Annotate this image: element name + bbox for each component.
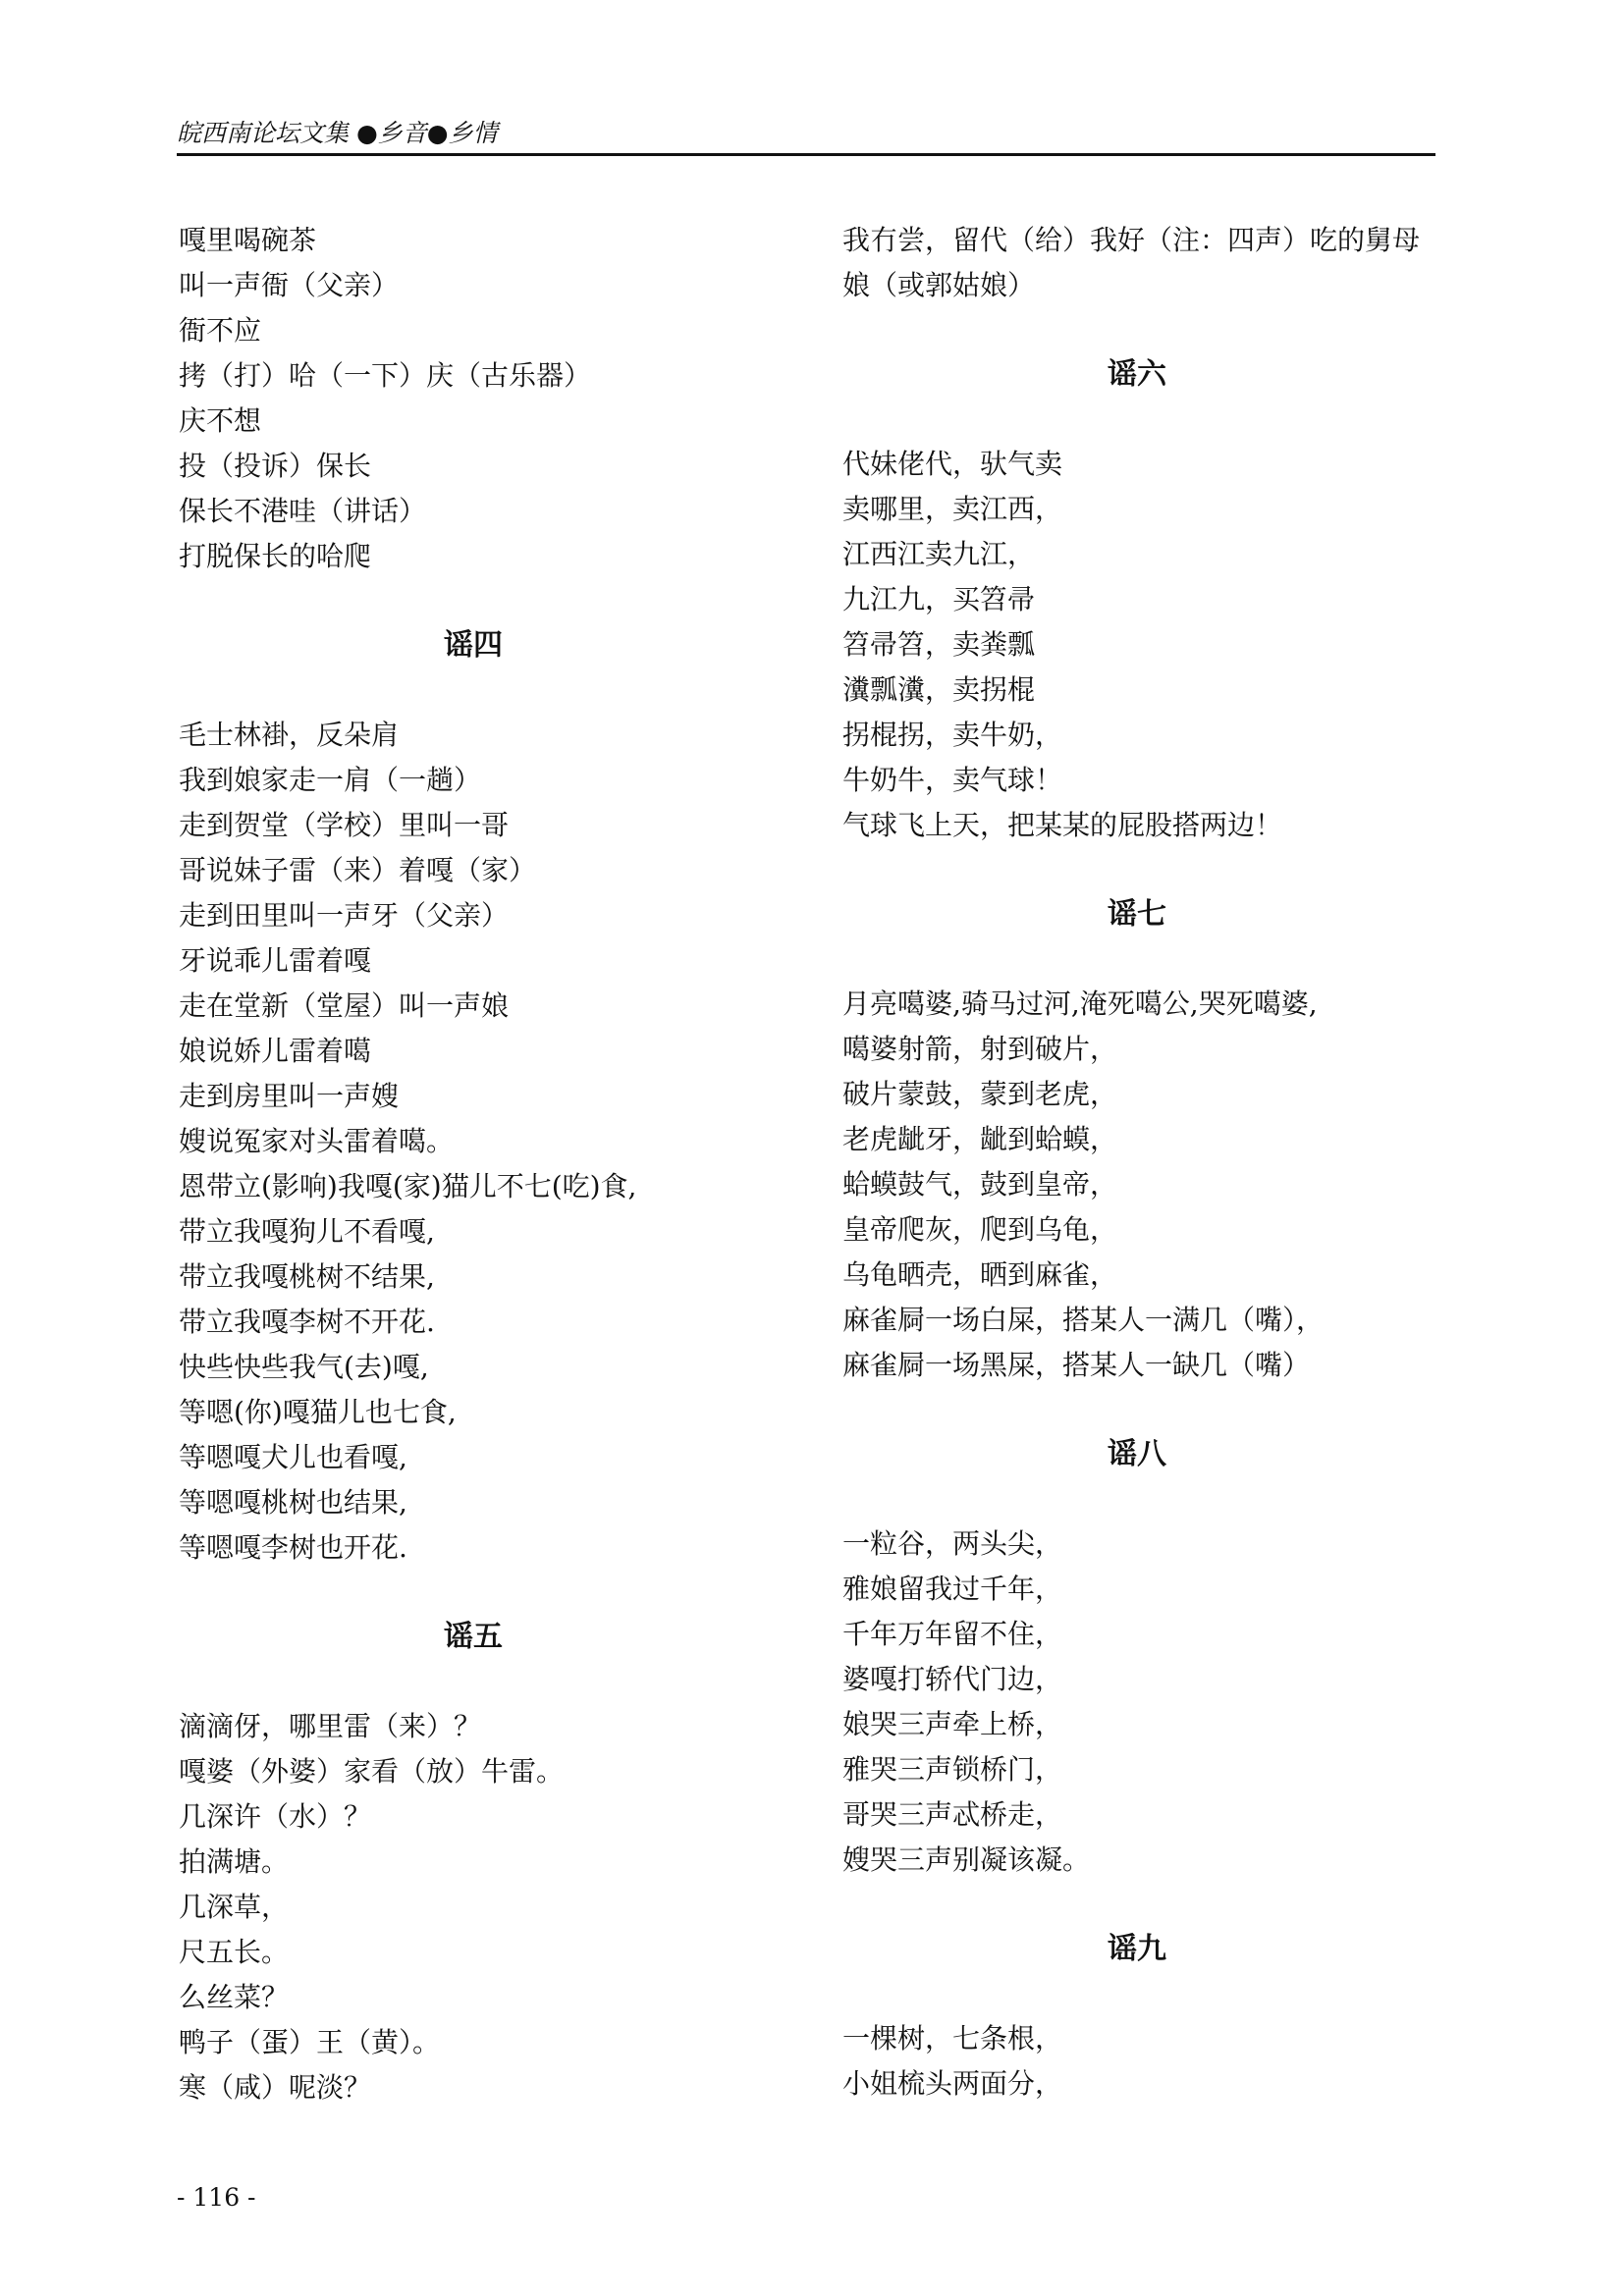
- verse-line: 嘎里喝碗茶: [179, 224, 317, 256]
- verse-line: 我到娘家走一肩（一趟）: [179, 764, 482, 796]
- verse-line: 等嗯嘎桃树也结果,: [179, 1486, 407, 1519]
- page-number: - 116 -: [177, 2183, 256, 2212]
- section-title-5: 谣五: [444, 1620, 503, 1654]
- verse-line: 走到田里叫一声牙（父亲）: [179, 899, 510, 932]
- verse-line: 走在堂新（堂屋）叫一声娘: [179, 989, 510, 1022]
- left-column: [179, 218, 787, 2110]
- verse-line: 保长不港哇（讲话）: [179, 495, 427, 527]
- verse-line: 走到贺堂（学校）里叫一哥: [179, 809, 510, 841]
- verse-line: 嫂哭三声别凝该凝。: [842, 1843, 1091, 1876]
- intro-verse-right: [842, 218, 1451, 308]
- verse-line: 代妹佬代，驮气卖: [842, 448, 1063, 480]
- verse-section-8: [842, 1522, 1451, 1883]
- verse-line: 衙不应: [179, 314, 262, 347]
- verse-line: 娘哭三声牵上桥，: [842, 1708, 1063, 1740]
- section-title-6: 谣六: [1108, 357, 1166, 392]
- verse-line: 么丝菜？: [179, 1981, 290, 2013]
- section-title-9: 谣九: [1108, 1932, 1166, 1966]
- verse-line: 小姐梳头两面分，: [842, 2067, 1063, 2100]
- verse-line: 恩带立(影响)我嘎(家)猫儿不七(吃)食,: [179, 1170, 637, 1202]
- verse-line: 千年万年留不住，: [842, 1618, 1063, 1650]
- verse-line: 一粒谷，两头尖，: [842, 1527, 1063, 1560]
- verse-line: 瀵瓢瀵，卖拐棍: [842, 673, 1036, 706]
- verse-line: 拍满塘。: [179, 1845, 290, 1878]
- verse-line: 带立我嘎狗儿不看嘎,: [179, 1215, 435, 1248]
- verse-line: 蛤蟆鼓气，鼓到皇帝，: [842, 1168, 1118, 1201]
- verse-line: 鸭子（蛋）王（黄）。: [179, 2026, 441, 2058]
- verse-line: 气球飞上天，把某某的屁股搭两边！: [842, 809, 1283, 841]
- verse-line: 皇帝爬灰，爬到乌龟，: [842, 1213, 1118, 1246]
- verse-line: 我冇尝，留代（给）我好（注：四声）吃的舅母: [842, 224, 1421, 256]
- verse-line: 投（投诉）保长: [179, 450, 372, 482]
- verse-line: 叫一声衙（父亲）: [179, 269, 400, 301]
- verse-line: 等嗯(你)嘎猫儿也七食,: [179, 1396, 457, 1428]
- verse-line: 婆嘎打轿代门边，: [842, 1663, 1063, 1695]
- verse-line: 滴滴伢，哪里雷（来）？: [179, 1710, 482, 1742]
- verse-line: 等嗯嘎犬儿也看嘎,: [179, 1441, 407, 1473]
- verse-line: 牙说乖儿雷着嘎: [179, 944, 372, 977]
- verse-line: 九江九，买笤帚: [842, 583, 1036, 615]
- verse-line: 几深许（水）？: [179, 1800, 372, 1833]
- verse-line: 快些快些我气(去)嘎,: [179, 1351, 429, 1383]
- verse-line: 嘎婆（外婆）家看（放）牛雷。: [179, 1755, 565, 1788]
- verse-line: 带立我嘎李树不开花.: [179, 1306, 435, 1338]
- section-title-7: 谣七: [1108, 897, 1166, 932]
- verse-line: 打脱保长的哈爬: [179, 540, 372, 572]
- verse-line: 毛士林褂，反朵肩: [179, 719, 400, 751]
- verse-line: 一棵树，七条根，: [842, 2022, 1063, 2055]
- verse-line: 拷（打）哈（一下）庆（古乐器）: [179, 359, 592, 392]
- verse-section-9: [842, 2016, 1451, 2107]
- verse-line: 噶婆射箭，射到破片，: [842, 1033, 1118, 1065]
- verse-section-4: [179, 713, 787, 1571]
- verse-line: 破片蒙鼓，蒙到老虎，: [842, 1078, 1118, 1110]
- verse-line: 嫂说冤家对头雷着噶。: [179, 1125, 455, 1157]
- section-title-4: 谣四: [444, 628, 503, 663]
- verse-line: 卖哪里，卖江西，: [842, 493, 1063, 525]
- verse-line: 娘（或郭姑娘）: [842, 269, 1036, 301]
- verse-line: 几深草，: [179, 1891, 290, 1923]
- verse-line: 乌龟晒壳，晒到麻雀，: [842, 1258, 1118, 1291]
- verse-line: 雅娘留我过千年，: [842, 1573, 1063, 1605]
- verse-line: 庆不想: [179, 404, 262, 437]
- verse-section-7: [842, 982, 1451, 1388]
- verse-line: 月亮噶婆,骑马过河,淹死噶公,哭死噶婆,: [842, 988, 1318, 1020]
- section-title-8: 谣八: [1108, 1437, 1166, 1471]
- verse-line: 江西江卖九江，: [842, 538, 1036, 570]
- verse-line: 等嗯嘎李树也开花.: [179, 1531, 407, 1564]
- verse-line: 尺五长。: [179, 1936, 290, 1968]
- verse-line: 走到房里叫一声嫂: [179, 1080, 400, 1112]
- header-title: 皖西南论坛文集 ●乡音●乡情: [177, 119, 498, 147]
- running-header: [177, 110, 1435, 156]
- intro-verse-left: [179, 218, 787, 579]
- verse-line: 牛奶牛，卖气球！: [842, 764, 1063, 796]
- verse-line: 雅哭三声锁桥门，: [842, 1753, 1063, 1786]
- verse-line: 娘说娇儿雷着噶: [179, 1035, 372, 1067]
- verse-line: 哥哭三声忒桥走，: [842, 1798, 1063, 1831]
- right-column: [842, 218, 1451, 2107]
- verse-line: 老虎龇牙，龇到蛤蟆，: [842, 1123, 1118, 1155]
- verse-line: 寒（咸）呢淡？: [179, 2071, 372, 2104]
- verse-line: 麻雀屙一场黑屎，搭某人一缺几（嘴）: [842, 1349, 1311, 1381]
- verse-line: 带立我嘎桃树不结果,: [179, 1260, 435, 1293]
- verse-section-6: [842, 442, 1451, 848]
- verse-line: 笤帚笤，卖粪瓢: [842, 628, 1036, 661]
- verse-section-5: [179, 1704, 787, 2110]
- verse-line: 哥说妹子雷（来）着嘎（家）: [179, 854, 537, 886]
- verse-line: 拐棍拐，卖牛奶，: [842, 719, 1063, 751]
- verse-line: 麻雀屙一场白屎，搭某人一满几（嘴），: [842, 1304, 1325, 1336]
